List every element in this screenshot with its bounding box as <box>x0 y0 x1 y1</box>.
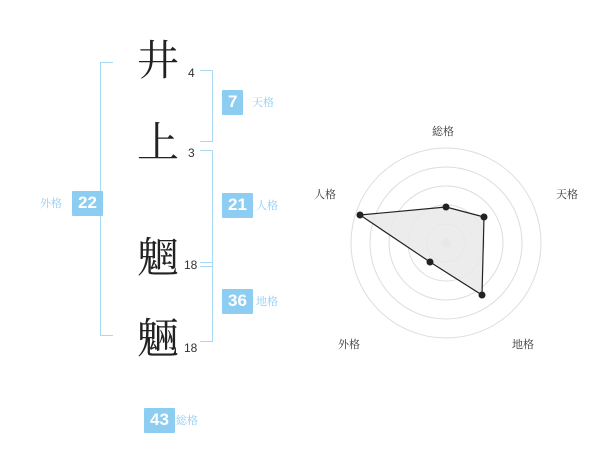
kanji-char-2: 上 <box>136 118 179 167</box>
radar-axis-label-chikaku: 地格 <box>512 339 534 351</box>
score-badge-soukaku: 43 <box>144 408 175 433</box>
score-badge-jinkaku: 21 <box>222 193 253 218</box>
jinkaku-bracket <box>200 150 213 267</box>
stroke-count-2: 3 <box>188 146 195 160</box>
radar-data-area <box>360 207 484 295</box>
radar-point-soukaku <box>443 204 450 211</box>
radar-axis-label-soukaku: 総格 <box>432 126 454 138</box>
radar-point-tenkaku <box>481 214 488 221</box>
kanji-char-3: 魍 <box>136 233 179 282</box>
kanji-char-1: 井 <box>136 36 179 85</box>
score-badge-gaikaku: 22 <box>72 191 103 216</box>
radar-point-chikaku <box>479 292 486 299</box>
score-badge-tenkaku: 7 <box>222 90 243 115</box>
radar-axis-label-gaikaku: 外格 <box>338 339 360 351</box>
kanji-char-4: 魎 <box>136 314 179 363</box>
score-label-tenkaku: 天格 <box>252 97 274 109</box>
chikaku-bracket <box>200 262 213 342</box>
radar-chart <box>300 0 600 470</box>
tenkaku-bracket <box>200 70 213 142</box>
radar-axis-label-jinkaku: 人格 <box>314 189 336 201</box>
score-label-soukaku: 総格 <box>176 415 198 427</box>
radar-chart-svg <box>300 0 600 470</box>
score-label-gaikaku: 外格 <box>40 198 62 210</box>
stroke-count-3: 18 <box>184 258 198 272</box>
score-badge-chikaku: 36 <box>222 289 253 314</box>
score-label-chikaku: 地格 <box>256 296 278 308</box>
radar-axis-label-tenkaku: 天格 <box>556 189 578 201</box>
radar-point-gaikaku <box>427 259 434 266</box>
score-label-jinkaku: 人格 <box>256 200 278 212</box>
stroke-count-1: 4 <box>188 66 195 80</box>
stroke-count-4: 18 <box>184 341 198 355</box>
radar-point-jinkaku <box>357 212 364 219</box>
